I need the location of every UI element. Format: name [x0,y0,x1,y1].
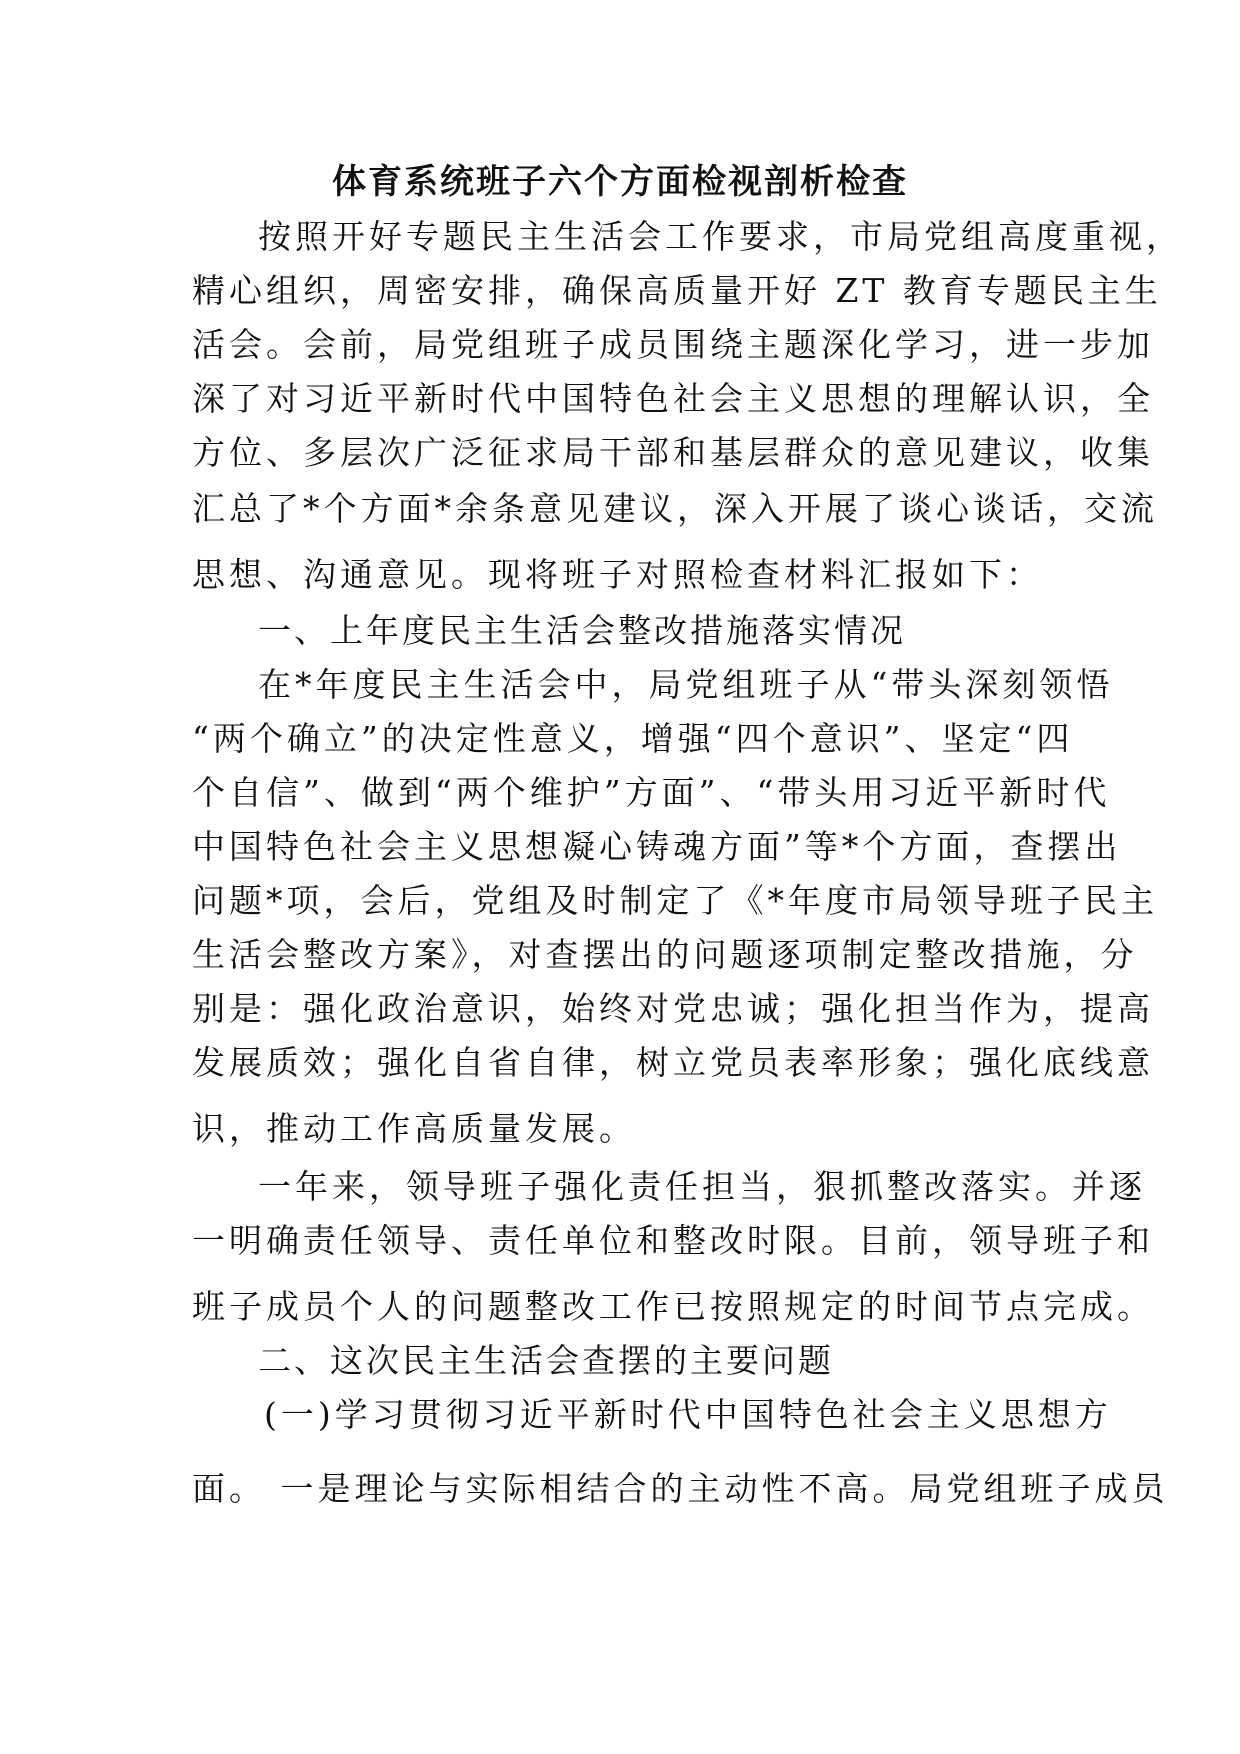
paragraph-line: 思想、沟通意见。现将班子对照检查材料汇报如下： [192,555,1043,594]
paragraph-line: “两个确立”的决定性意义，增强“四个意识”、坚定“四 [192,719,1074,758]
paragraph-line: 深了对习近平新时代中国特色社会主义思想的理解认识，全 [192,379,1154,418]
paragraph-line: 精心组织，周密安排，确保高质量开好 ZT 教育专题民主生 [192,271,1162,310]
paragraph-line: 中国特色社会主义思想凝心铸魂方面”等*个方面，查摆出 [192,827,1122,866]
paragraph-line: 问题*项，会后，党组及时制定了《*年度市局领导班子民主 [192,881,1158,920]
paragraph-line: 班子成员个人的问题整改工作已按照规定的时间节点完成。 [192,1287,1154,1326]
paragraph-line: 识，推动工作高质量发展。 [192,1109,636,1148]
paragraph-line: 个自信”、做到“两个维护”方面”、“带头用习近平新时代 [192,773,1111,812]
document-title: 体育系统班子六个方面检视剖析检查 [332,162,908,202]
paragraph-line: 按照开好专题民主生活会工作要求，市局党组高度重视， [258,217,1183,256]
paragraph-line: 在*年度民主生活会中，局党组班子从“带头深刻领悟 [258,665,1114,704]
paragraph-line: 面。 一是理论与实际相结合的主动性不高。局党组班子成员 [192,1469,1169,1508]
paragraph-line: 一年来，领导班子强化责任担当，狠抓整改落实。并逐 [258,1167,1146,1206]
paragraph-line: 一明确责任领导、责任单位和整改时限。目前，领导班子和 [192,1221,1154,1260]
section-heading: 二、这次民主生活会查摆的主要问题 [258,1341,834,1380]
paragraph-line: 生活会整改方案》，对查摆出的问题逐项制定整改措施，分 [192,935,1138,974]
paragraph-line: 发展质效；强化自省自律，树立党员表率形象；强化底线意 [192,1043,1154,1082]
paragraph-line: 活会。会前，局党组班子成员围绕主题深化学习，进一步加 [192,325,1154,364]
subsection-heading: (一)学习贯彻习近平新时代中国特色社会主义思想方 [264,1395,1112,1434]
paragraph-line: 汇总了*个方面*余条意见建议，深入开展了谈心谈话，交流 [192,489,1158,528]
paragraph-line: 别是：强化政治意识，始终对党忠诚；强化担当作为，提高 [192,989,1154,1028]
section-heading: 一、上年度民主生活会整改措施落实情况 [258,611,906,650]
paragraph-line: 方位、多层次广泛征求局干部和基层群众的意见建议，收集 [192,433,1154,472]
